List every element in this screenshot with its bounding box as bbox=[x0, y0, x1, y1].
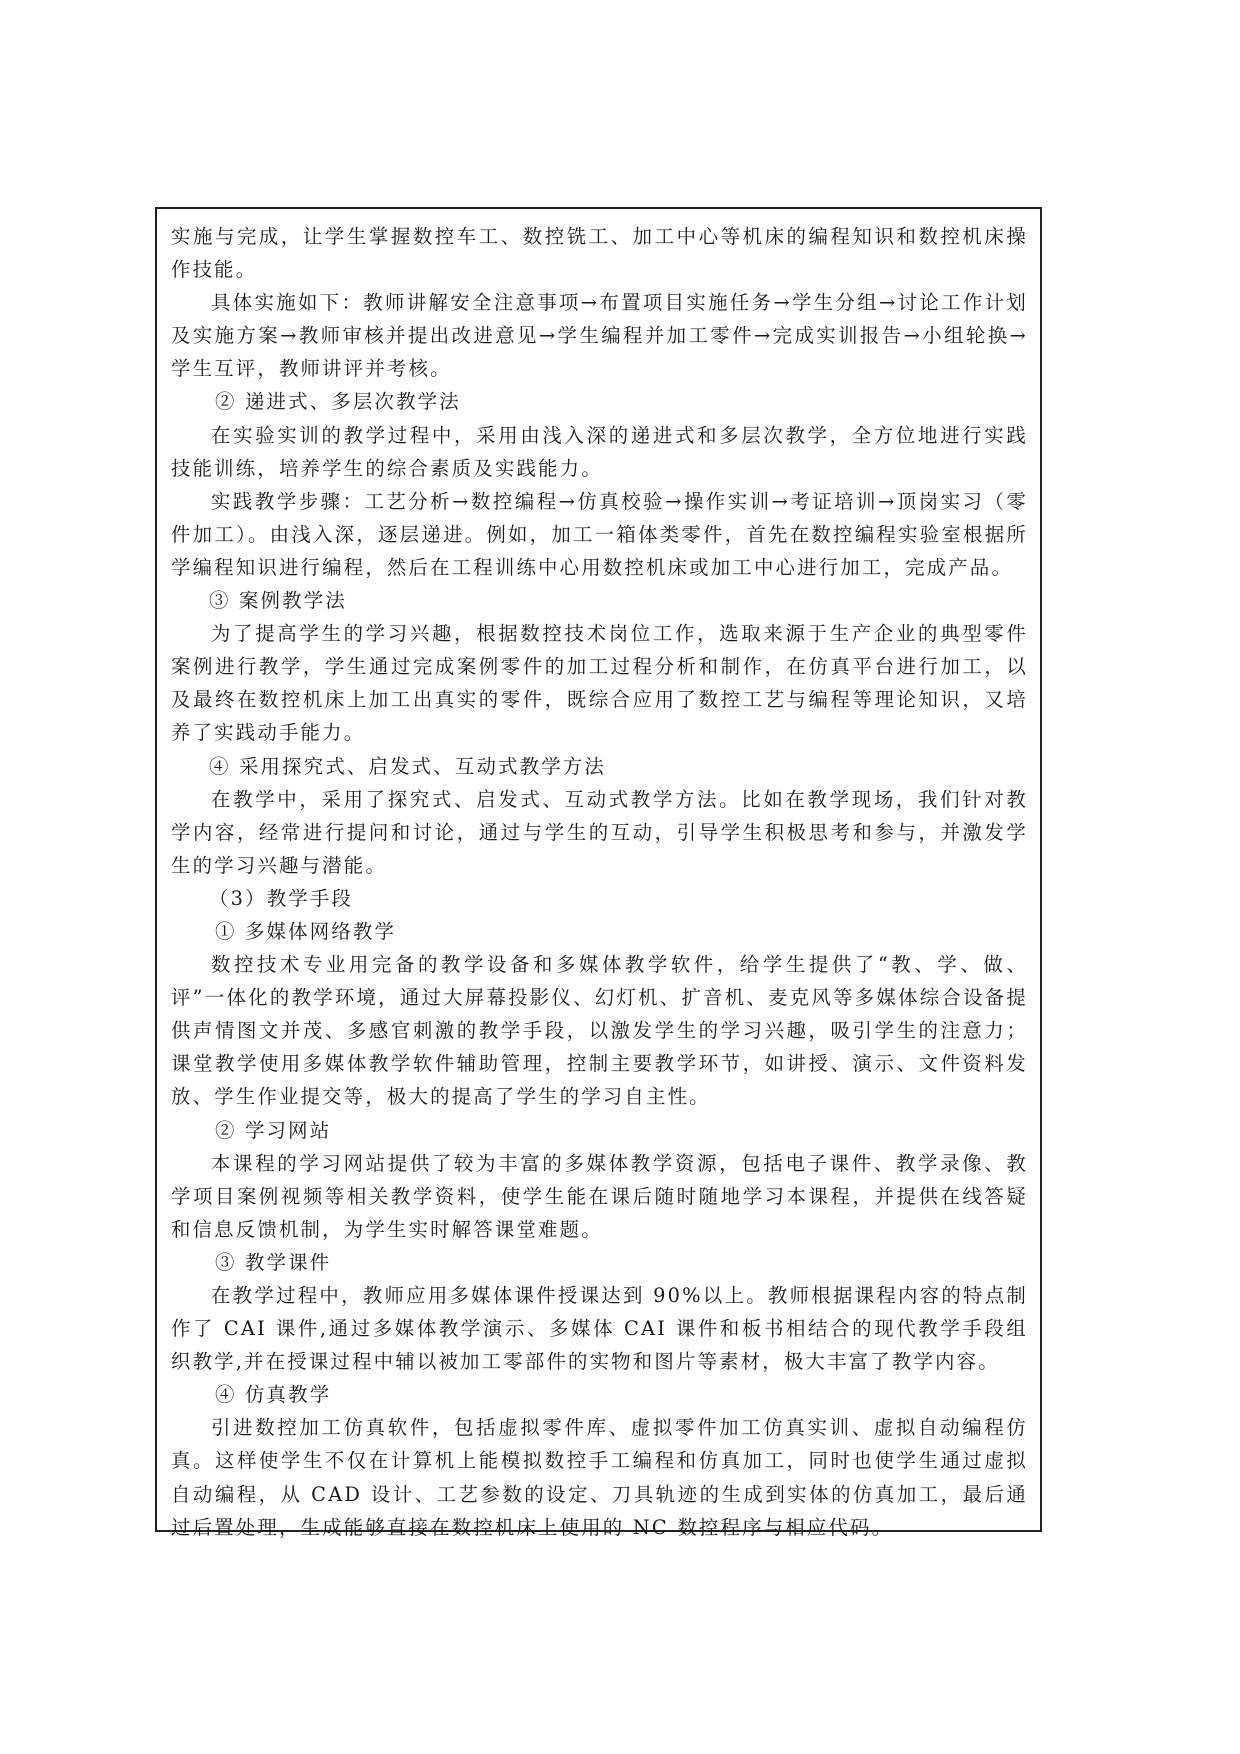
paragraph-simulation: 引进数控加工仿真软件，包括虚拟零件库、虚拟零件加工仿真实训、虚拟自动编程仿真。这样使学生不仅在计算机上能模拟数控手工编程和仿真加工，同时也使学生通过虚拟自动编程，从 CAD 设计、工艺参数的设定、刀具轨迹的生成到实体的仿真加工，最后通过后置处理，生成能够直接在数控机床上使用的 NC 数控程序与相应代码。 bbox=[171, 1416, 1028, 1539]
paragraph-continued: 实施与完成，让学生掌握数控车工、数控铣工、加工中心等机床的编程知识和数控机床操作技能。 bbox=[171, 225, 1028, 282]
text-body bbox=[171, 220, 1028, 1544]
heading-case-teaching: ③ 案例教学法 bbox=[209, 589, 347, 613]
paragraph-inquiry-methods: 在教学中，采用了探究式、启发式、互动式教学方法。比如在教学现场，我们针对教学内容，经常进行提问和讨论，通过与学生的互动，引导学生积极思考和参与，并激发学生的学习兴趣与潜能。 bbox=[171, 787, 1028, 877]
heading-learning-website: ② 学习网站 bbox=[215, 1118, 332, 1142]
paragraph-case-teaching: 为了提高学生的学习兴趣，根据数控技术岗位工作，选取来源于生产企业的典型零件案例进行教学，学生通过完成案例零件的加工过程分析和制作，在仿真平台进行加工，以及最终在数控机床上加工出真实的零件，既综合应用了数控工艺与编程等理论知识，又培养了实践动手能力。 bbox=[171, 622, 1028, 745]
heading-courseware: ③ 教学课件 bbox=[215, 1250, 332, 1274]
heading-teaching-means: （3）教学手段 bbox=[209, 886, 354, 910]
paragraph-courseware: 在教学过程中，教师应用多媒体课件授课达到 90%以上。教师根据课程内容的特点制作了 CAI 课件,通过多媒体教学演示、多媒体 CAI 课件和板书相结合的现代教学手段组织教学,并在授课过程中辅以被加工零部件的实物和图片等素材，极大丰富了教学内容。 bbox=[171, 1284, 1028, 1374]
heading-inquiry-methods: ④ 采用探究式、启发式、互动式教学方法 bbox=[209, 754, 606, 778]
paragraph-practice-steps: 实践教学步骤：工艺分析→数控编程→仿真校验→操作实训→考证培训→顶岗实习（零件加工）。由浅入深，逐层递进。例如，加工一箱体类零件，首先在数控编程实验室根据所学编程知识进行编程，然后在工程训练中心用数控机床或加工中心进行加工，完成产品。 bbox=[171, 489, 1028, 579]
heading-simulation: ④ 仿真教学 bbox=[215, 1383, 332, 1407]
content-table-cell bbox=[155, 207, 1042, 1539]
heading-progressive-teaching: ② 递进式、多层次教学法 bbox=[215, 390, 461, 414]
heading-multimedia: ① 多媒体网络教学 bbox=[215, 919, 397, 943]
paragraph-progressive-teaching: 在实验实训的教学过程中，采用由浅入深的递进式和多层次教学，全方位地进行实践技能训练，培养学生的综合素质及实践能力。 bbox=[171, 423, 1028, 480]
paragraph-implementation-steps: 具体实施如下：教师讲解安全注意事项→布置项目实施任务→学生分组→讨论工作计划及实施方案→教师审核并提出改进意见→学生编程并加工零件→完成实训报告→小组轮换→学生互评，教师讲评并考核。 bbox=[171, 291, 1029, 381]
paragraph-multimedia: 数控技术专业用完备的教学设备和多媒体教学软件，给学生提供了“教、学、做、评”一体化的教学环境，通过大屏幕投影仪、幻灯机、扩音机、麦克风等多媒体综合设备提供声情图文并茂、多感官刺激的教学手段，以激发学生的学习兴趣，吸引学生的注意力；课堂教学使用多媒体教学软件辅助管理，控制主要教学环节，如讲授、演示、文件资料发放、学生作业提交等，极大的提高了学生的学习自主性。 bbox=[171, 953, 1028, 1109]
paragraph-learning-website: 本课程的学习网站提供了较为丰富的多媒体教学资源，包括电子课件、教学录像、教学项目案例视频等相关教学资料，使学生能在课后随时随地学习本课程，并提供在线答疑和信息反馈机制，为学生实时解答课堂难题。 bbox=[171, 1151, 1028, 1241]
